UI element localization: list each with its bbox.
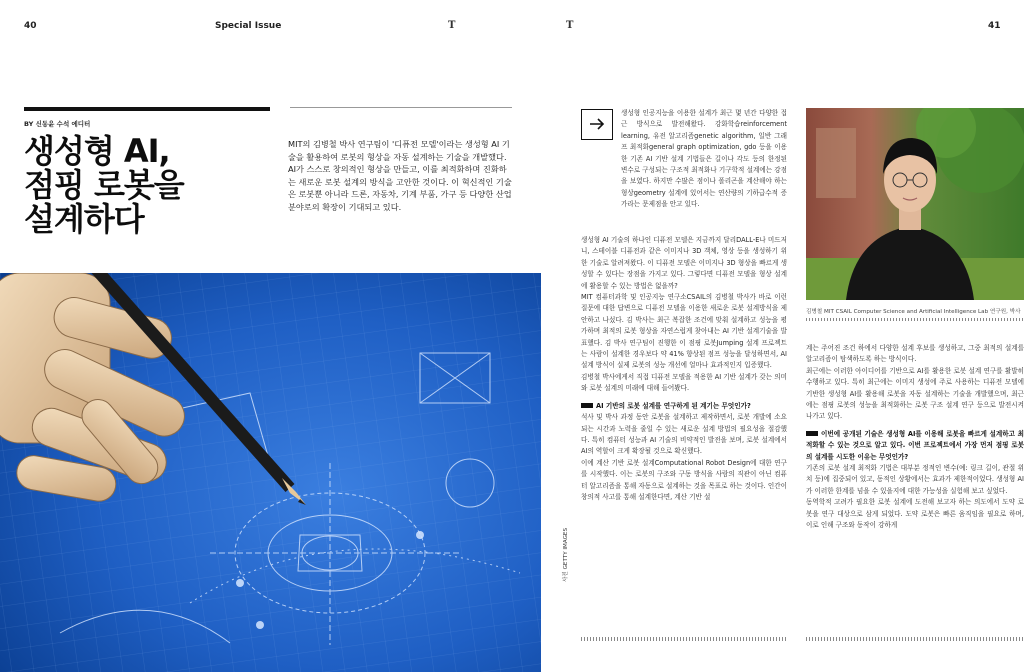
col3-intro: 생성형 인공지능을 이용한 설계가 최근 몇 년간 다양한 접근 방식으로 발전해왔다. 강화학습reinforcement learning, 유전 알고리즘genetic algorithm, 일반 그래프 최적화general graph optimization, gdo 등을 이용한 기존 AI 기반 설계 기법들은 길이나 각도 등의 한정된 변수로 구성되는 구조적 최적화나 기구학적 설계에는 강점을 보였다. 하지만 수많은 점이나 폴리곤을 계산해야 하는 형상geometry 설계에 있어서는 연산량의 기하급수적 증가라는 문제점을 안고 있다. [621, 109, 787, 209]
question-2: 이번에 공개된 기술은 생성형 AI를 이용해 로봇을 빠르게 설계하고 최적화할 수 있는 것으로 알고 있다. 이번 프로젝트에서 가장 먼저 점핑 로봇의 설계를 시도한 이유는 무엇인가? [806, 429, 1024, 461]
arrow-callout-box [581, 109, 613, 140]
page-number-right: 41 [988, 21, 1001, 31]
photo-caption: 김병철 MIT CSAIL Computer Science and Artificial Intelligence Lab 연구원, 박사 [806, 309, 1021, 315]
byline-rule [24, 107, 270, 111]
column-end-hatch-right [806, 637, 1024, 641]
section-title: Special Issue [215, 21, 282, 31]
arrow-right-icon [582, 110, 611, 138]
headline-line-2: 점핑 로봇을 [24, 166, 184, 204]
headline-line-1: 생성형 AI, [24, 132, 170, 170]
answer-1: 석사 및 박사 과정 동안 로봇을 설계하고 제작하면서, 로봇 개발에 소요되는 시간과 노력을 줄일 수 있는 새로운 설계 방법의 필요성을 절감했다. 특히 컴퓨터 성능과 AI 기술의 비약적인 발전을 보며, 로봇 설계에서 AI의 역할이 크게 확장될 것으로 확신했다. [581, 413, 787, 456]
col3-paragraph-2: 생성형 AI 기술의 하나인 디퓨전 모델은 지금까지 달리DALL-E나 미드저니, 스테이블 디퓨전과 같은 이미지나 3D 객체, 영상 등을 생성하기 위한 기술로 알려져왔다. 이 디퓨전 모델은 이미지나 3D 형상을 빠르게 생성할 수 있다는 장점을 가지고 있다. 그렇다면 디퓨전 모델을 형상 설계에 활용할 수 있는 방법은 없을까? [581, 236, 787, 290]
col3-intro-top [621, 108, 787, 211]
column-end-hatch [581, 637, 787, 641]
col4-paragraph-1: 계는 주어진 조건 하에서 다양한 설계 후보를 생성하고, 그중 최적의 설계를 알고리즘이 탐색하도록 하는 방식이다. [806, 344, 1024, 364]
answer-1-continued: 이에 계산 기반 로봇 설계Computational Robot Design에 대한 연구를 시작했다. 이는 로봇의 구조와 구동 방식을 사람의 직관이 아닌 컴퓨터 알고리즘을 통해 자동으로 설계하는 것을 목표로 하는 것이다. 인간이 창의적 사고를 통해 설계한다면, 계산 기반 설 [581, 458, 787, 501]
question-marker-icon [806, 431, 818, 436]
caption-hatch [806, 318, 1024, 321]
magazine-logo-left: T [448, 20, 456, 31]
col3-paragraph-3: MIT 컴퓨터과학 및 인공지능 연구소CSAIL의 김병철 박사가 바로 이런 질문에 대한 답변으로 디퓨전 모델을 이용한 새로운 로봇 설계방식을 제안하고 나섰다. 김 박사는 최근 복잡한 조건에 맞춰 설계하고 성능을 평가하며 최적의 로봇 형상을 자연스럽게 찾아내는 AI 기반 설계기술을 발표했다. 김 박사 연구팀이 진행한 이 점핑 로봇Jumping 설계 프로젝트는 사람이 설계한 경우보다 약 41% 향상된 점프 성능을 달성하면서, AI 설계 방식이 실제 로봇의 성능 개선에 얼마나 효과적인지 입증했다. [581, 293, 787, 370]
article-headline [24, 134, 184, 236]
answer-2-continued: 동역학적 고려가 필요한 로봇 설계에 도전해 보고자 하는 의도에서 도약 로봇을 연구 대상으로 삼게 되었다. 도약 로봇은 빠른 움직임을 필요로 하며, 이로 인해 구조와 동작이 강하게 [806, 498, 1024, 530]
article-column-4 [806, 343, 1024, 632]
col4-paragraph-2: 최근에는 이러한 아이디어를 기반으로 AI를 활용한 로봇 설계 연구를 활발히 수행하고 있다. 특히 최근에는 이미지 생성에 주로 사용하는 디퓨전 모델에 기반한 생성형 AI를 활용해 로봇을 자동 설계하는 기술을 개발했으며, 최근에는 점핑 로봇의 성능을 최적화하는 로봇 구조 설계 연구 등으로 발전시켜 나가고 있다. [806, 366, 1024, 421]
page-number-left: 40 [24, 21, 37, 31]
answer-2: 기존의 로봇 설계 최적화 기법은 대부분 정적인 변수(예: 링크 길이, 관절 위치 등)에 집중되어 있고, 동적인 상황에서는 효과가 제한적이었다. 생성형 AI가 이러한 한계를 넘을 수 있을지에 대한 가능성을 실험해 보고 싶었다. [806, 464, 1024, 495]
hero-image-robot-hand-blueprint [0, 273, 541, 672]
magazine-logo-right: T [566, 20, 574, 31]
byline: BY 신동윤 수석 에디터 [24, 120, 91, 128]
question-marker-icon [581, 403, 593, 408]
article-column-3 [581, 235, 787, 630]
col3-paragraph-4: 김병철 박사에게서 직접 디퓨전 모델을 적용한 AI 기반 설계가 갖는 의미와 로봇 설계의 미래에 대해 들어봤다. [581, 372, 787, 393]
photo-credit: 사진 GETTY IMAGES [563, 527, 569, 582]
lede-rule [290, 107, 512, 108]
article-lede: MIT의 김병철 박사 연구팀이 '디퓨전 모델'이라는 생성형 AI 기술을 활용하여 로봇의 형상을 자동 설계하는 기술을 개발했다. AI가 스스로 창의적인 형상을 만들고, 이를 최적화하며 진화하는 새로운 로봇 설계의 방식을 고안한 것이다. 이 혁신적인 기술은 로봇뿐 아니라 드론, 자동차, 기계 부품, 가구 등 다양한 산업 분야로의 확장이 기대되고 있다. [288, 139, 512, 212]
researcher-portrait-photo [806, 108, 1024, 300]
headline-line-3: 설계하다 [24, 200, 144, 238]
question-1: AI 기반의 로봇 설계를 연구하게 된 계기는 무엇인가? [581, 401, 787, 412]
